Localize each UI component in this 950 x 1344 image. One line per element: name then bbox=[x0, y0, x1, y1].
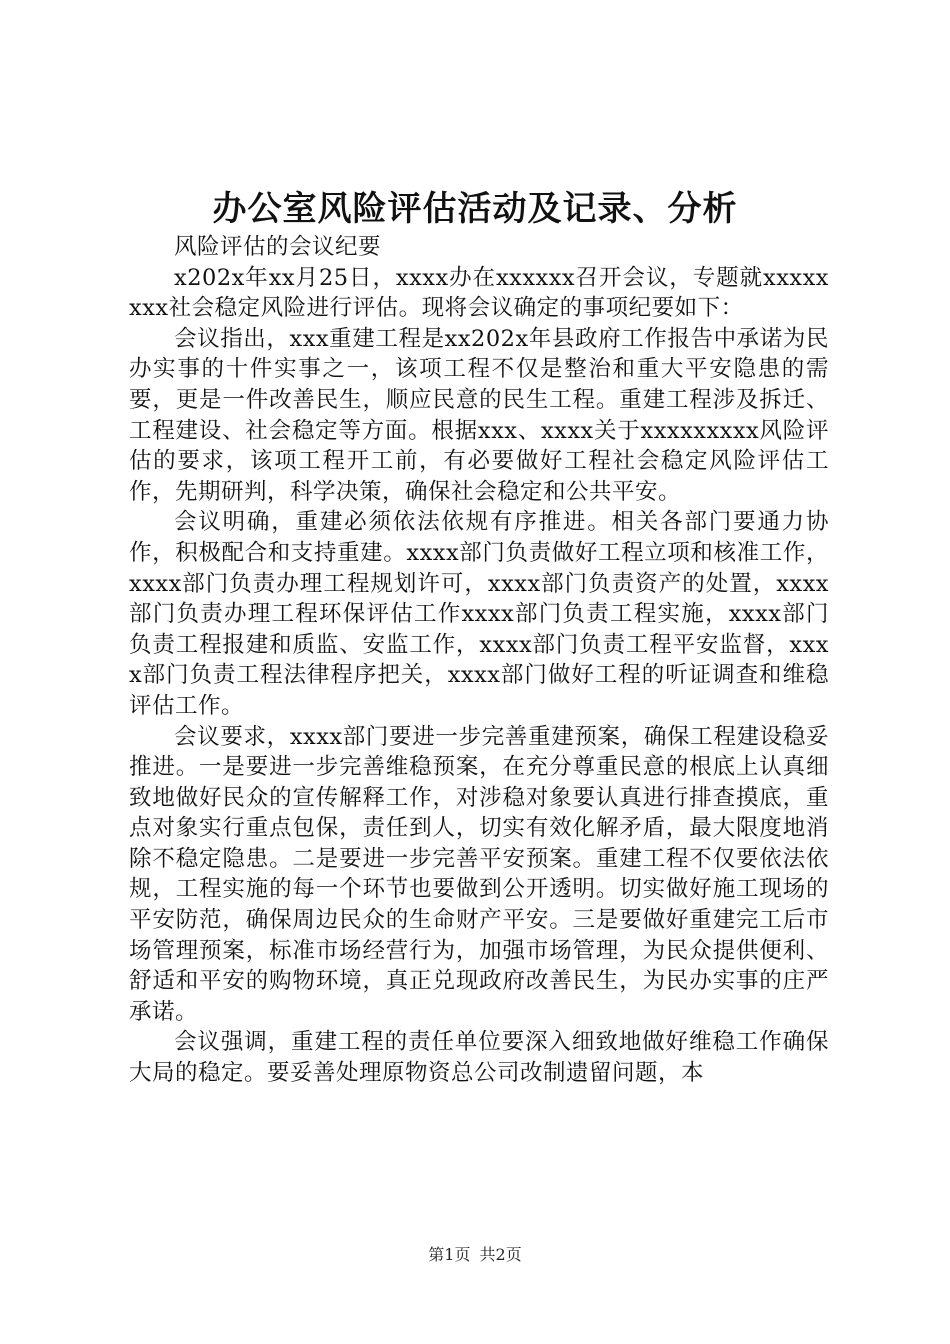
document-body bbox=[129, 232, 829, 1089]
document-title: 办公室风险评估活动及记录、分析 bbox=[212, 189, 738, 229]
paragraph-intro: x202x年xx月25日，xxxx办在xxxxxx召开会议，专题就xxxxxxxx社会稳定风险进行评估。现将会议确定的事项纪要如下： bbox=[129, 264, 829, 322]
paragraph-meeting-requires: 会议要求，xxxx部门要进一步完善重建预案，确保工程建设稳妥推进。一是要进一步完善维稳预案，在充分尊重民意的根底上认真细致地做好民众的宣传解释工作，对涉稳对象要认真进行排查摸底，重点对象实行重点包保，责任到人，切实有效化解矛盾，最大限度地消除不稳定隐患。二是要进一步完善平安预案。重建工程不仅要依法依规，工程实施的每一个环节也要做到公开透明。切实做好施工现场的平安防范，确保周边民众的生命财产平安。三是要做好重建完工后市场管理预案，标准市场经营行为，加强市场管理，为民众提供便利、舒适和平安的购物环境，真正兑现政府改善民生，为民办实事的庄严承诺。 bbox=[129, 723, 829, 1025]
paragraph-meeting-emphasizes: 会议强调，重建工程的责任单位要深入细致地做好维稳工作确保大局的稳定。要妥善处理原物资总公司改制遗留问题，本 bbox=[129, 1029, 829, 1087]
page-total: 共2页 bbox=[479, 1245, 522, 1264]
document-subtitle: 风险评估的会议纪要 bbox=[174, 234, 382, 260]
page-number: 第1页 bbox=[428, 1245, 471, 1264]
paragraph-meeting-points: 会议指出，xxx重建工程是xx202x年县政府工作报告中承诺为民办实事的十件实事之一，该项工程不仅是整治和重大平安隐患的需要，更是一件改善民生，顺应民意的民生工程。重建工程涉及拆迁、工程建设、社会稳定等方面。根据xxx、xxxx关于xxxxxxxxx风险评估的要求，该项工程开工前，有必要做好工程社会稳定风险评估工作，先期研判，科学决策，确保社会稳定和公共平安。 bbox=[129, 325, 829, 505]
page-footer bbox=[0, 1244, 950, 1266]
paragraph-meeting-clarifies: 会议明确，重建必须依法依规有序推进。相关各部门要通力协作，积极配合和支持重建。xxxx部门负责做好工程立项和核准工作，xxxx部门负责办理工程规划许可，xxxx部门负责资产的处置，xxxx部门负责办理工程环保评估工作xxxx部门负责工程实施，xxxx部门负责工程报建和质监、安监工作，xxxx部门负责工程平安监督，xxxx部门负责工程法律程序把关，xxxx部门做好工程的听证调查和维稳评估工作。 bbox=[129, 509, 829, 719]
